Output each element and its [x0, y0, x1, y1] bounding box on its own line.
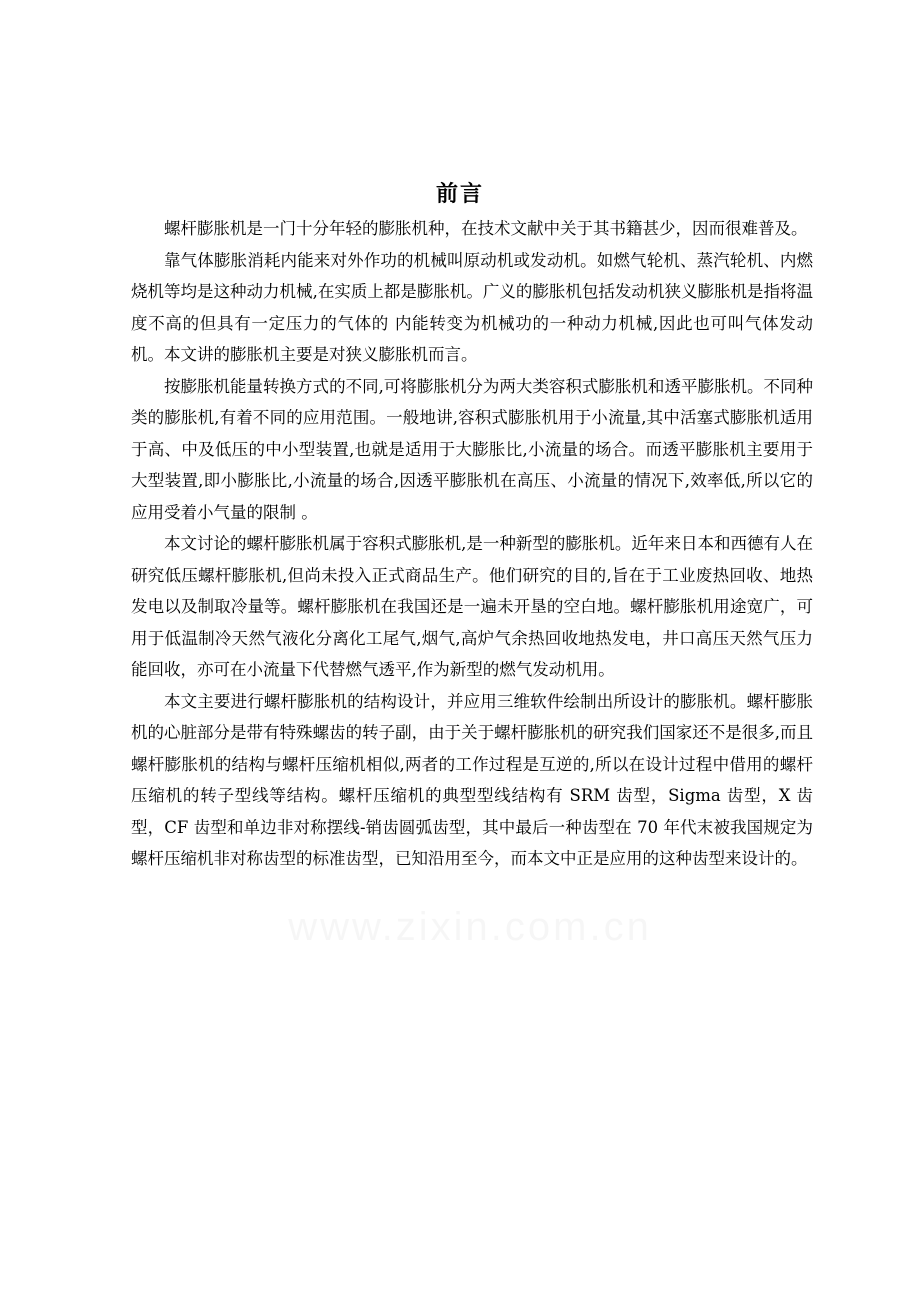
watermark	[250, 905, 690, 950]
paragraph-1: 螺杆膨胀机是一门十分年轻的膨胀机种，在技术文献中关于其书籍甚少，因而很难普及。	[164, 219, 808, 238]
paragraph-2: 靠气体膨胀消耗内能来对外作功的机械叫原动机或发动机。如燃气轮机、蒸汽轮机、内燃烧机等均是这种动力机械,在实质上都是膨胀机。广义的膨胀机包括发动机狭义膨胀机是指将温度不高的但具有一定压力的气体的 内能转变为机械功的一种动力机械,因此也可叫气体发动机。本文讲的膨胀机主要是对狭义膨胀机而言。	[131, 250, 813, 364]
paragraph-4: 本文讨论的螺杆膨胀机属于容积式膨胀机,是一种新型的膨胀机。近年来日本和西德有人在研究低压螺杆膨胀机,但尚未投入正式商品生产。他们研究的目的,旨在于工业废热回收、地热发电以及制取冷量等。螺杆膨胀机在我国还是一遍未开垦的空白地。螺杆膨胀机用途宽广，可用于低温制冷天然气液化分离化工尾气,烟气,高炉气余热回收地热发电，井口高压天然气压力能回收，亦可在小流量下代替燃气透平,作为新型的燃气发动机用。	[131, 534, 813, 679]
document-body	[131, 213, 813, 875]
paragraph-5: 本文主要进行螺杆膨胀机的结构设计，并应用三维软件绘制出所设计的膨胀机。螺杆膨胀机的心脏部分是带有特殊螺齿的转子副，由于关于螺杆膨胀机的研究我们国家还不是很多,而且螺杆膨胀机的结构与螺杆压缩机相似,两者的工作过程是互逆的,所以在设计过程中借用的螺杆压缩机的转子型线等结构。螺杆压缩机的典型型线结构有 SRM 齿型，Sigma 齿型，X 齿型，CF 齿型和单边非对称摆线-销齿圆弧齿型，其中最后一种齿型在 70 年代末被我国规定为螺杆压缩机非对称齿型的标准齿型，已知沿用至今，而本文中正是应用的这种齿型来设计的。	[131, 691, 813, 868]
page-title: 前言	[435, 182, 484, 207]
paragraph-3: 按膨胀机能量转换方式的不同,可将膨胀机分为两大类容积式膨胀机和透平膨胀机。不同种类的膨胀机,有着不同的应用范围。一般地讲,容积式膨胀机用于小流量,其中活塞式膨胀机适用于高、中及低压的中小型装置,也就是适用于大膨胀比,小流量的场合。而透平膨胀机主要用于大型装置,即小膨胀比,小流量的场合,因透平膨胀机在高压、小流量的情况下,效率低,所以它的应用受着小气量的限制 。	[131, 376, 813, 522]
